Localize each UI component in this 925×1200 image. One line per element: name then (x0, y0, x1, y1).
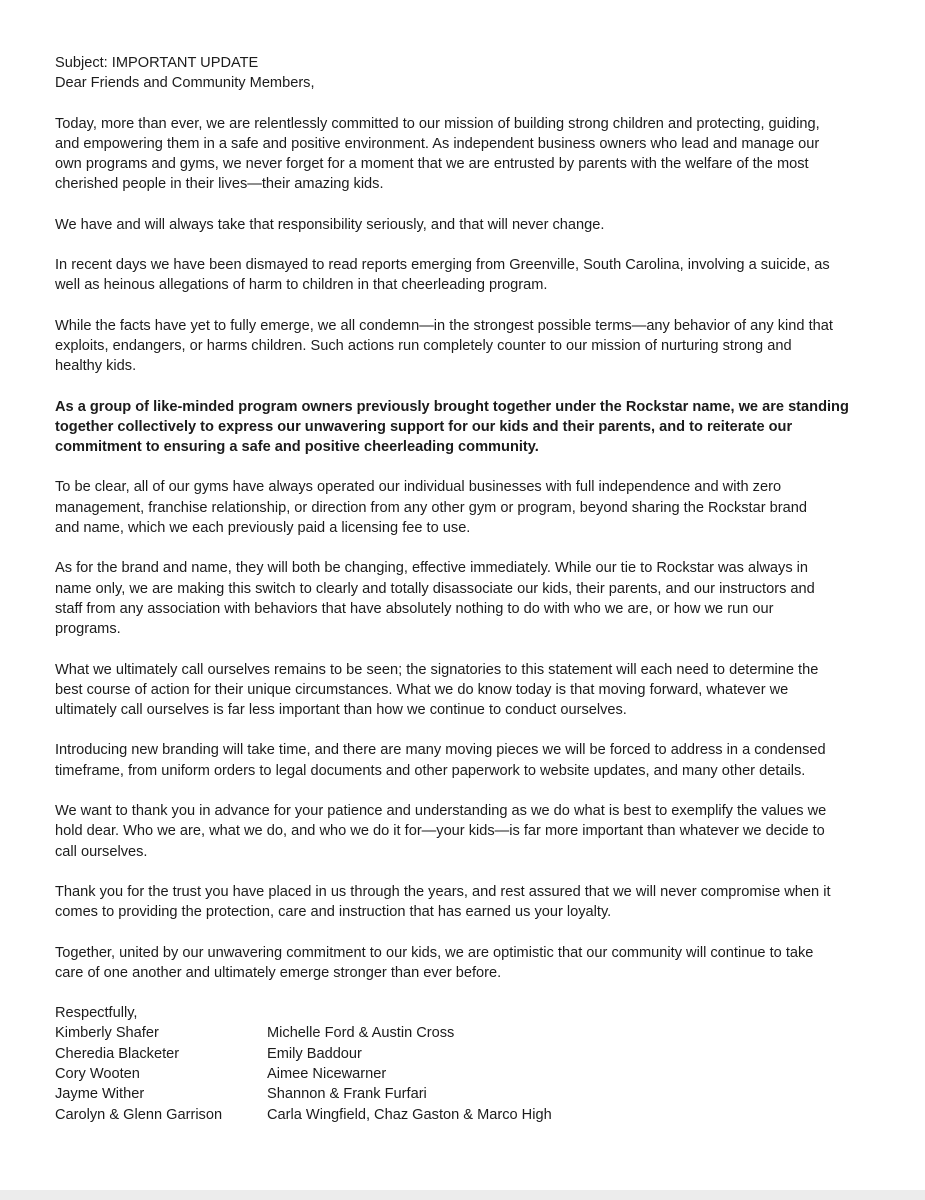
paragraph-line: Today, more than ever, we are relentlessly committed to our mission of building strong children and protecting, guiding, (55, 115, 820, 132)
letter-paragraphs (55, 114, 875, 984)
letter-paragraph (55, 943, 875, 984)
paragraph-line: staff from any association with behaviors that have absolutely nothing to do with who we are, or how we run our (55, 600, 774, 617)
paragraph-line: comes to providing the protection, care and instruction that has earned us your loyalty. (55, 904, 612, 921)
subject-line: Subject: IMPORTANT UPDATE (55, 55, 259, 71)
paragraph-line: management, franchise relationship, or direction from any other gym or program, beyond sharing the Rockstar brand (55, 499, 807, 516)
letter-body (55, 53, 875, 1125)
paragraph-line: well as heinous allegations of harm to children in that cheerleading program. (55, 277, 548, 294)
paragraph-line: and empowering them in a safe and positive environment. As independent business owners who lead and manage our (55, 135, 820, 152)
signatory-name-right: Michelle Ford & Austin Cross (267, 1025, 455, 1042)
letter-paragraph (55, 801, 875, 862)
letter-paragraph (55, 114, 875, 195)
signatory-name-left: Cory Wooten (55, 1065, 140, 1082)
signatory-row (55, 1044, 875, 1064)
letter-paragraph (55, 255, 875, 296)
letter-paragraph (55, 316, 875, 377)
paragraph-line: own programs and gyms, we never forget for a moment that we are entrusted by parents with the welfare of the most (55, 156, 809, 173)
signatory-name-right: Shannon & Frank Furfari (267, 1086, 427, 1103)
closing-line: Respectfully, (55, 1005, 138, 1022)
signatory-name-right: Emily Baddour (267, 1045, 362, 1062)
page-bottom-edge (0, 1190, 925, 1200)
signatory-row (55, 1023, 875, 1043)
letter-header (55, 53, 875, 94)
paragraph-line: What we ultimately call ourselves remains to be seen; the signatories to this statement will each need to determine the (55, 661, 819, 678)
paragraph-line: call ourselves. (55, 843, 148, 860)
signatory-name-left: Cheredia Blacketer (55, 1045, 180, 1062)
paragraph-line: together collectively to express our unwavering support for our kids and their parents, and to reiterate our (55, 418, 793, 435)
paragraph-line: healthy kids. (55, 358, 137, 375)
signatory-name-left: Jayme Wither (55, 1086, 145, 1103)
salutation: Dear Friends and Community Members, (55, 75, 315, 92)
paragraph-line: commitment to ensuring a safe and positive cheerleading community. (55, 439, 539, 456)
paragraph-line: programs. (55, 621, 121, 638)
paragraph-line: While the facts have yet to fully emerge, we all condemn—in the strongest possible terms—any behavior of any kind that (55, 317, 833, 334)
paragraph-line: best course of action for their unique circumstances. What we do know today is that moving forward, whatever we (55, 681, 789, 698)
signatory-name-right: Carla Wingfield, Chaz Gaston & Marco High (267, 1106, 552, 1123)
paragraph-line: We want to thank you in advance for your patience and understanding as we do what is best to exemplify the values we (55, 803, 827, 820)
paragraph-line: To be clear, all of our gyms have always operated our individual businesses with full independence and with zero (55, 479, 782, 496)
paragraph-line: exploits, endangers, or harms children. Such actions run completely counter to our mission of nurturing strong and (55, 337, 792, 354)
letter-paragraph (55, 558, 875, 639)
letter-paragraph (55, 215, 875, 235)
paragraph-line: We have and will always take that responsibility seriously, and that will never change. (55, 216, 605, 233)
paragraph-line: In recent days we have been dismayed to read reports emerging from Greenville, South Carolina, involving a suicide, as (55, 257, 830, 274)
paragraph-line: As for the brand and name, they will both be changing, effective immediately. While our tie to Rockstar was always in (55, 560, 809, 577)
paragraph-line: hold dear. Who we are, what we do, and who we do it for—your kids—is far more important than whatever we decide to (55, 823, 825, 840)
letter-paragraph (55, 740, 875, 781)
signatory-row (55, 1105, 875, 1125)
letter-paragraph (55, 660, 875, 721)
paragraph-line: cherished people in their lives—their amazing kids. (55, 176, 384, 193)
paragraph-line: Introducing new branding will take time, and there are many moving pieces we will be forced to address in a condensed (55, 742, 826, 759)
paragraph-line: care of one another and ultimately emerge stronger than ever before. (55, 964, 502, 981)
paragraph-line: timeframe, from uniform orders to legal documents and other paperwork to website updates, and many other details. (55, 762, 806, 779)
signatory-row (55, 1084, 875, 1104)
paragraph-line: As a group of like-minded program owners previously brought together under the Rockstar name, we are standing (55, 398, 849, 415)
paragraph-line: name only, we are making this switch to clearly and totally disassociate our kids, their parents, and our instructors and (55, 580, 815, 597)
signatory-name-left: Carolyn & Glenn Garrison (55, 1106, 223, 1123)
paragraph-line: Together, united by our unwavering commitment to our kids, we are optimistic that our community will continue to take (55, 944, 814, 961)
letter-paragraph (55, 882, 875, 923)
paragraph-line: and name, which we each previously paid a licensing fee to use. (55, 520, 471, 537)
paragraph-line: Thank you for the trust you have placed in us through the years, and rest assured that we will never compromise when it (55, 883, 831, 900)
letter-paragraph (55, 477, 875, 538)
signatory-row (55, 1064, 875, 1084)
paragraph-line: ultimately call ourselves is far less important than how we continue to conduct ourselves. (55, 702, 627, 719)
signatory-list (55, 1023, 875, 1124)
signatory-name-left: Kimberly Shafer (55, 1025, 159, 1042)
bold-statement-paragraph (55, 397, 875, 458)
signatory-name-right: Aimee Nicewarner (267, 1065, 387, 1082)
